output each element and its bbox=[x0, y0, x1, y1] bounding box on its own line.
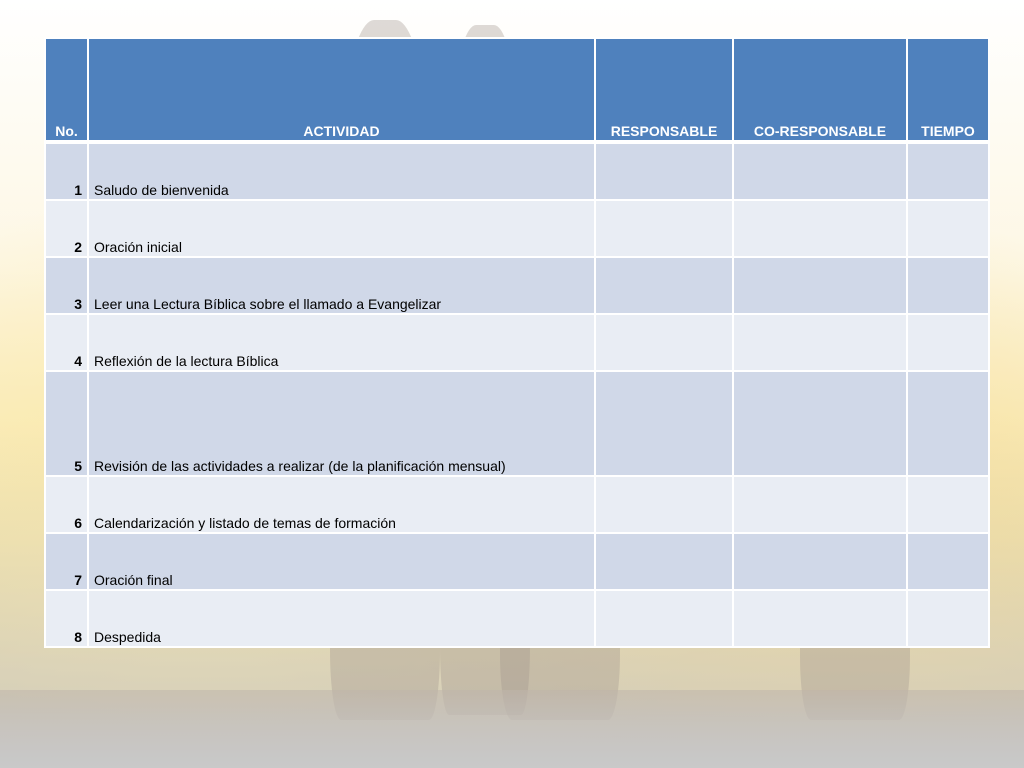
row-responsable[interactable] bbox=[595, 142, 733, 200]
row-activity: Oración final bbox=[88, 533, 595, 590]
row-tiempo[interactable] bbox=[907, 200, 989, 257]
row-tiempo[interactable] bbox=[907, 257, 989, 314]
table-row bbox=[45, 200, 989, 257]
header-actividad: ACTIVIDAD bbox=[88, 38, 595, 142]
row-responsable[interactable] bbox=[595, 314, 733, 371]
header-tiempo: TIEMPO bbox=[907, 38, 989, 142]
row-activity: Calendarización y listado de temas de formación bbox=[88, 476, 595, 533]
row-activity: Leer una Lectura Bíblica sobre el llamado a Evangelizar bbox=[88, 257, 595, 314]
row-number: 7 bbox=[45, 533, 88, 590]
row-activity: Revisión de las actividades a realizar (de la planificación mensual) bbox=[88, 371, 595, 476]
row-co-responsable[interactable] bbox=[733, 590, 907, 647]
row-co-responsable[interactable] bbox=[733, 314, 907, 371]
row-co-responsable[interactable] bbox=[733, 142, 907, 200]
row-tiempo[interactable] bbox=[907, 142, 989, 200]
row-tiempo[interactable] bbox=[907, 371, 989, 476]
row-number: 3 bbox=[45, 257, 88, 314]
table-row bbox=[45, 476, 989, 533]
row-tiempo[interactable] bbox=[907, 590, 989, 647]
row-number: 5 bbox=[45, 371, 88, 476]
row-responsable[interactable] bbox=[595, 200, 733, 257]
table-row bbox=[45, 142, 989, 200]
table-row bbox=[45, 590, 989, 647]
table-row bbox=[45, 314, 989, 371]
header-co-responsable: CO-RESPONSABLE bbox=[733, 38, 907, 142]
table-row bbox=[45, 257, 989, 314]
row-co-responsable[interactable] bbox=[733, 257, 907, 314]
row-responsable[interactable] bbox=[595, 371, 733, 476]
row-activity: Reflexión de la lectura Bíblica bbox=[88, 314, 595, 371]
row-co-responsable[interactable] bbox=[733, 533, 907, 590]
table-row bbox=[45, 533, 989, 590]
row-number: 1 bbox=[45, 142, 88, 200]
row-number: 8 bbox=[45, 590, 88, 647]
row-activity: Saludo de bienvenida bbox=[88, 142, 595, 200]
row-responsable[interactable] bbox=[595, 476, 733, 533]
row-number: 6 bbox=[45, 476, 88, 533]
table-header-row bbox=[45, 38, 989, 142]
activities-table bbox=[44, 37, 990, 648]
row-responsable[interactable] bbox=[595, 590, 733, 647]
row-tiempo[interactable] bbox=[907, 314, 989, 371]
row-activity: Despedida bbox=[88, 590, 595, 647]
row-co-responsable[interactable] bbox=[733, 476, 907, 533]
row-activity: Oración inicial bbox=[88, 200, 595, 257]
row-responsable[interactable] bbox=[595, 257, 733, 314]
row-co-responsable[interactable] bbox=[733, 200, 907, 257]
row-number: 2 bbox=[45, 200, 88, 257]
table-row bbox=[45, 371, 989, 476]
row-co-responsable[interactable] bbox=[733, 371, 907, 476]
row-tiempo[interactable] bbox=[907, 476, 989, 533]
header-no: No. bbox=[45, 38, 88, 142]
row-responsable[interactable] bbox=[595, 533, 733, 590]
row-tiempo[interactable] bbox=[907, 533, 989, 590]
row-number: 4 bbox=[45, 314, 88, 371]
grass-ground bbox=[0, 690, 1024, 768]
header-responsable: RESPONSABLE bbox=[595, 38, 733, 142]
